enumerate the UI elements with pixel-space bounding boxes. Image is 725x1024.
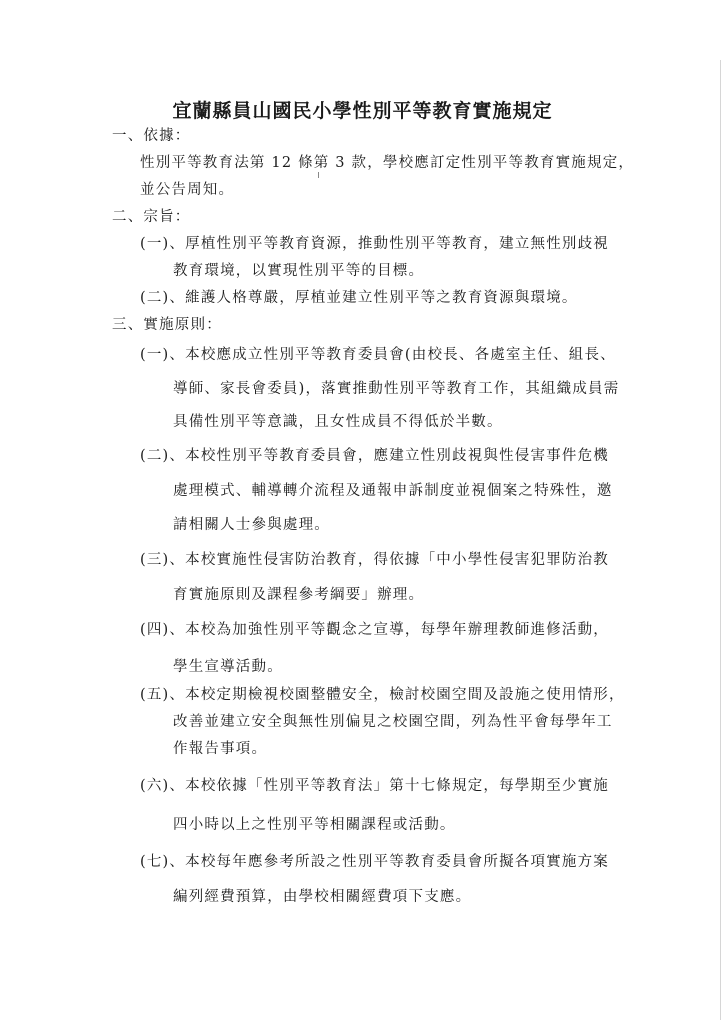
principle-item-4: (四)、本校為加強性別平等觀念之宣導，每學年辦理教師進修活動， <box>140 622 610 638</box>
principle-item-5-cont: 作報告事項。 <box>173 741 268 757</box>
principle-item-3-cont: 育實施原則及課程參考綱要」辦理。 <box>173 587 425 603</box>
principle-item-2-cont: 請相關人士參與處理。 <box>173 517 330 533</box>
principle-item-2: (二)、本校性別平等教育委員會，應建立性別歧視與性侵害事件危機 <box>140 448 610 464</box>
section-heading-purpose: 二、宗旨： <box>112 209 191 225</box>
principle-item-7: (七)、本校每年應參考所設之性別平等教育委員會所擬各項實施方案 <box>140 854 610 870</box>
principle-item-6-cont: 四小時以上之性別平等相關課程或活動。 <box>173 817 456 833</box>
principle-item-2-cont: 處理模式、輔導轉介流程及通報申訴制度並視個案之特殊性，邀 <box>173 483 613 499</box>
principle-item-4-cont: 學生宣導活動。 <box>173 659 283 675</box>
scan-edge-line <box>720 60 721 1020</box>
paragraph-line: 並公告周知。 <box>140 182 235 198</box>
principle-item-1: (一)、本校應成立性別平等教育委員會(由校長、各處室主任、組長、 <box>140 347 616 363</box>
principle-item-7-cont: 編列經費預算，由學校相關經費項下支應。 <box>173 889 472 905</box>
purpose-item-2: (二)、維護人格尊嚴，厚植並建立性別平等之教育資源與環境。 <box>140 290 578 306</box>
scan-speck <box>318 172 319 178</box>
principle-item-1-cont: 具備性別平等意識，且女性成員不得低於半數。 <box>173 414 503 430</box>
purpose-item-1-cont: 教育環境，以實現性別平等的目標。 <box>173 263 425 279</box>
section-heading-principles: 三、實施原則： <box>112 317 222 333</box>
principle-item-1-cont: 導師、家長會委員)，落實推動性別平等教育工作，其組織成員需 <box>173 381 620 397</box>
principle-item-3: (三)、本校實施性侵害防治教育，得依據「中小學性侵害犯罪防治教 <box>140 552 610 568</box>
paragraph-line: 性別平等教育法第 12 條第 3 款，學校應訂定性別平等教育實施規定， <box>140 155 635 171</box>
principle-item-6: (六)、本校依據「性別平等教育法」第十七條規定，每學期至少實施 <box>140 778 610 794</box>
principle-item-5-cont: 改善並建立安全與無性別偏見之校園空間，列為性平會每學年工 <box>173 714 613 730</box>
document-title: 宜蘭縣員山國民小學性別平等教育實施規定 <box>172 100 553 122</box>
purpose-item-1: (一)、厚植性別平等教育資源，推動性別平等教育，建立無性別歧視 <box>140 236 610 252</box>
section-heading-basis: 一、依據： <box>112 128 191 144</box>
principle-item-5: (五)、本校定期檢視校園整體安全，檢討校園空間及設施之使用情形， <box>140 687 625 703</box>
